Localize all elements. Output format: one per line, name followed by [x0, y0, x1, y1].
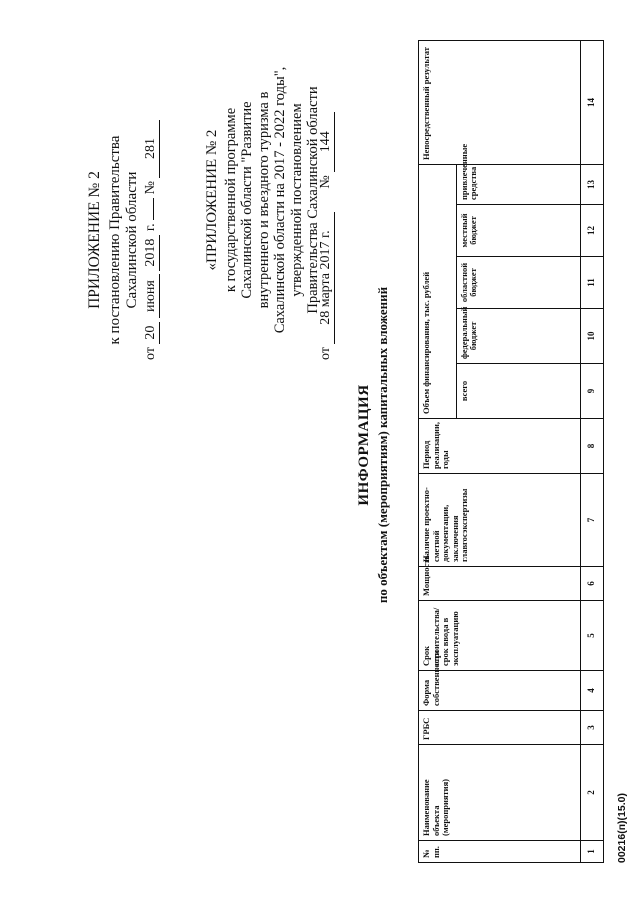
- header-direct-result: Непосредственный результат: [419, 40, 581, 164]
- header-local-budget: местный бюджет: [456, 205, 580, 257]
- approval-block: [86, 120, 141, 360]
- column-number: 2: [580, 745, 603, 841]
- approval-month: июня: [143, 274, 160, 318]
- header-number: № пп.: [419, 841, 581, 863]
- approval-year-suffix: г.: [143, 223, 158, 232]
- column-number: 4: [580, 671, 603, 711]
- header-regional-budget: областной бюджет: [456, 257, 580, 309]
- title-main: ИНФОРМАЦИЯ: [356, 384, 372, 506]
- amendment-block: [204, 50, 322, 350]
- title-subtitle: по объектам (мероприятиям) капитальных вложений: [375, 286, 390, 604]
- approval-from-word: от: [143, 347, 158, 360]
- amendment-line-4: Сахалинской области на 2017 - 2022 годы",: [272, 66, 288, 334]
- amendment-line-5: утвержденной постановлением: [288, 103, 305, 297]
- approval-line-2: Сахалинской области: [124, 171, 140, 309]
- column-number: 14: [580, 40, 603, 164]
- amendment-line-3: внутреннего и въездного туризма в: [255, 91, 272, 309]
- amendment-heading: «ПРИЛОЖЕНИЕ № 2: [204, 129, 220, 271]
- column-number: 3: [580, 711, 603, 745]
- approval-number: 281: [143, 120, 160, 178]
- approval-date-line: [143, 80, 160, 360]
- amendment-date: 28 марта 2017 г.: [318, 212, 335, 344]
- column-number: 6: [580, 567, 603, 601]
- column-number: 1: [580, 841, 603, 863]
- approval-year: 2018: [143, 235, 160, 271]
- amendment-number-sign: №: [318, 175, 333, 189]
- header-design-documentation: Наличие проектно-сметной документации, заключения главгосэкспертизы: [419, 474, 581, 567]
- amendment-line-2: Сахалинской области "Развитие: [239, 101, 255, 299]
- amendment-date-line: [318, 80, 335, 360]
- column-number: 13: [580, 164, 603, 204]
- approval-day: 20: [143, 322, 160, 344]
- header-object-name: Наименование объекта (мероприятия): [419, 745, 581, 841]
- amendment-line-1: к государственной программе: [222, 107, 239, 293]
- header-attracted-funds: привлеченные средства: [456, 164, 580, 204]
- amendment-number: 144: [318, 112, 335, 172]
- header-total: всего: [456, 364, 580, 419]
- header-construction-term: Срок строительства/срок ввода в эксплуатацию: [419, 601, 581, 671]
- column-number: 5: [580, 601, 603, 671]
- approval-heading: ПРИЛОЖЕНИЕ № 2: [86, 171, 103, 309]
- amendment-from-word: от: [318, 347, 333, 360]
- header-federal-budget: федеральный бюджет: [456, 309, 580, 364]
- approval-number-sign: №: [143, 181, 158, 195]
- header-capacity: Мощность: [419, 567, 581, 601]
- table-number-row: [580, 40, 603, 862]
- column-number: 10: [580, 309, 603, 364]
- table-header-row-1: [419, 40, 457, 862]
- header-ownership-form: Форма собственности: [419, 671, 581, 711]
- column-number: 12: [580, 205, 603, 257]
- column-number: 9: [580, 364, 603, 419]
- column-number: 8: [580, 419, 603, 474]
- header-grbs: ГРБС: [419, 711, 581, 745]
- header-implementation-period: Период реализации, годы: [419, 419, 581, 474]
- approval-line-1: к постановлению Правительства: [107, 135, 123, 345]
- amendment-line-6: Правительства Сахалинской области: [305, 86, 321, 314]
- column-number: 7: [580, 474, 603, 567]
- header-financing-volume: Объем финансирования, тыс. рублей: [419, 164, 457, 418]
- capital-investment-table: [418, 40, 604, 863]
- document-code: 00216(п)(15.0): [616, 793, 628, 863]
- document-title: [356, 65, 391, 825]
- column-number: 11: [580, 257, 603, 309]
